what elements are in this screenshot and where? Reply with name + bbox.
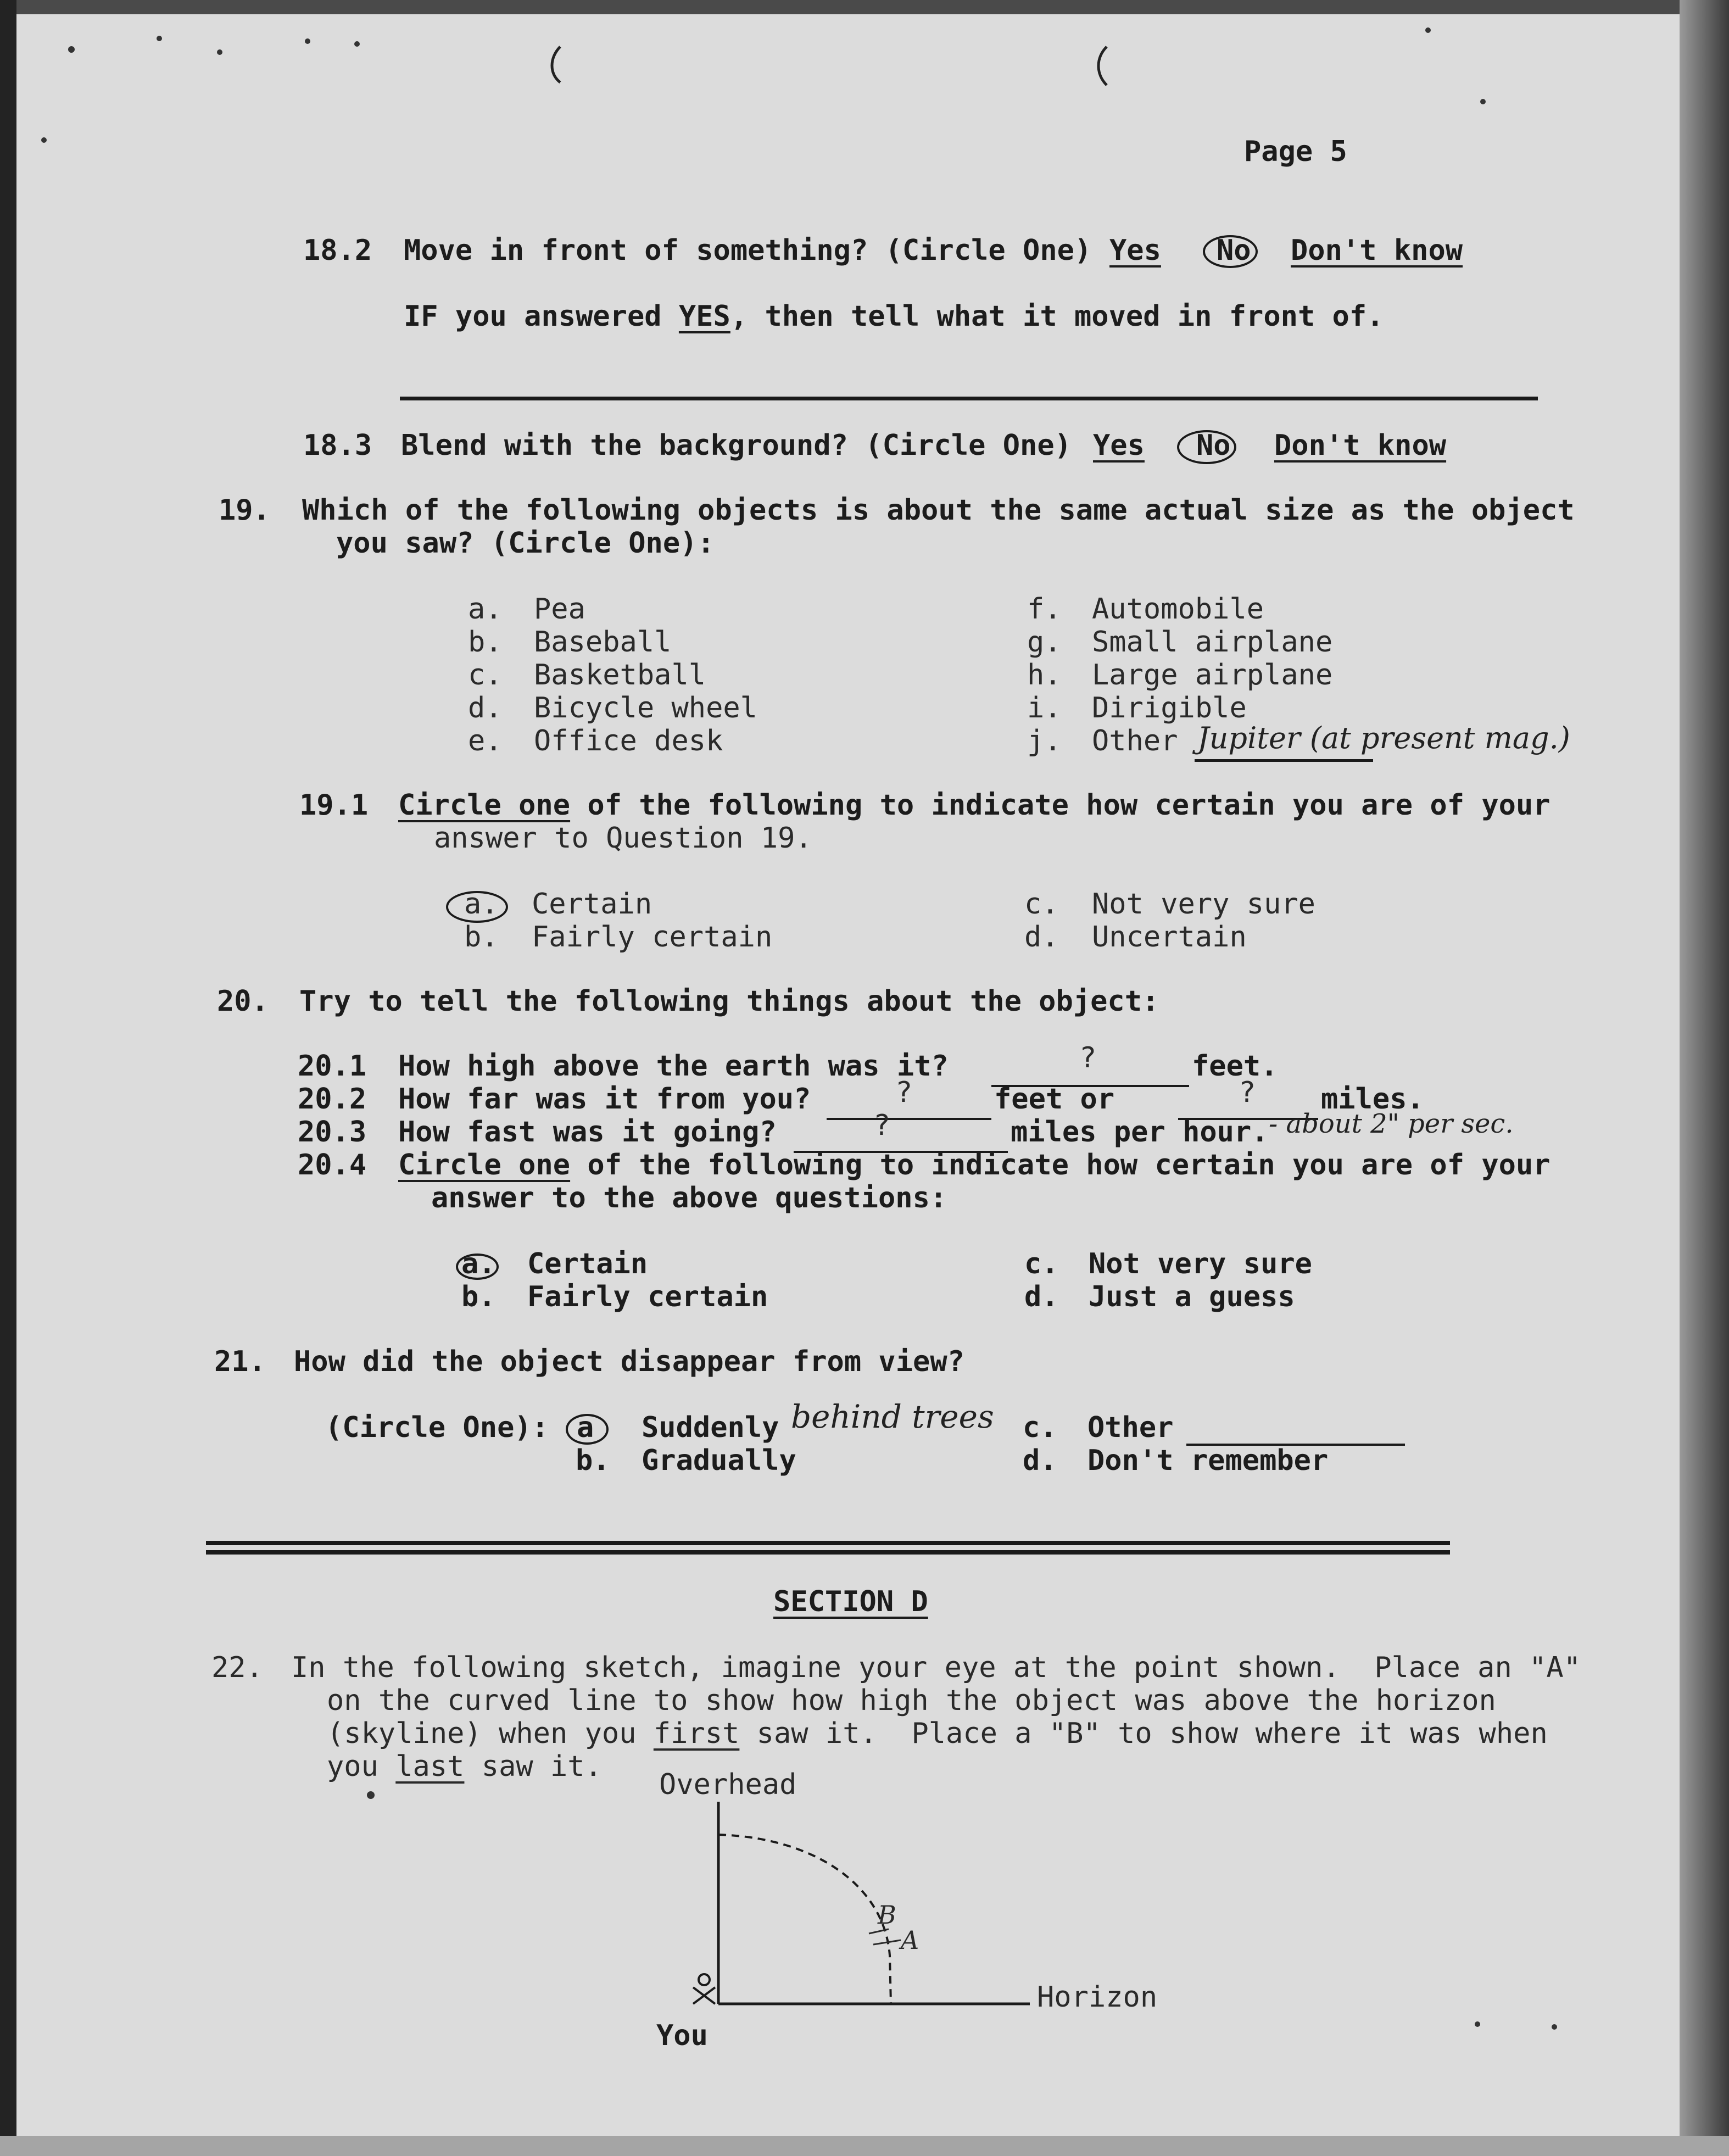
q19-option-h-letter: h. (1027, 659, 1062, 692)
q22-first: first (653, 1717, 740, 1750)
q19-1-option-a-letter: a. (464, 888, 499, 921)
q18-2-option-yes[interactable]: Yes (1109, 234, 1161, 267)
q19-option-e-letter: e. (468, 725, 503, 757)
q19-option-j[interactable]: Other (1092, 725, 1178, 757)
q19-1-option-c[interactable]: Not very sure (1092, 888, 1315, 921)
q19-option-d-letter: d. (468, 692, 503, 725)
q20-4-option-d[interactable]: Just a guess (1089, 1280, 1295, 1313)
q19-1-circle-one: Circle one (398, 789, 571, 822)
q20-4-option-a-letter: a. (461, 1247, 496, 1280)
q21-circle-label: (Circle One): (325, 1411, 549, 1444)
q22-line1: In the following sketch, imagine your eye at the point shown. Place an "A" (291, 1651, 1581, 1684)
q19-option-a-letter: a. (468, 593, 503, 626)
q21-handwritten-note: behind trees (791, 1398, 994, 1435)
sketch-mark-a: A (901, 1925, 919, 1955)
q19-1-line1-rest: of the following to indicate how certain you are of your (570, 789, 1550, 822)
q19-option-b[interactable]: Baseball (534, 626, 672, 659)
q19-option-d[interactable]: Bicycle wheel (534, 692, 757, 725)
q22-line3-b: saw it. Place a "B" to show where it was when (739, 1717, 1548, 1750)
q21-option-c[interactable]: Other (1087, 1411, 1174, 1444)
q20-2-miles-answer: ? (1239, 1076, 1256, 1109)
q20-1-answer: ? (1079, 1041, 1097, 1074)
q19-1-option-a[interactable]: Certain (532, 888, 652, 921)
q20-4-option-c-letter: c. (1024, 1247, 1059, 1280)
q20-1-number: 20.1 (298, 1050, 367, 1083)
q19-1-option-c-letter: c. (1024, 888, 1059, 921)
q20-text: Try to tell the following things about the object: (299, 985, 1159, 1018)
followup-suffix: , then tell what it moved in front of. (730, 300, 1384, 333)
q19-1-option-d[interactable]: Uncertain (1092, 921, 1247, 954)
q19-option-f[interactable]: Automobile (1092, 593, 1264, 626)
q20-2-number: 20.2 (298, 1083, 367, 1116)
sketch-horizon-label: Horizon (1037, 1981, 1158, 2014)
q19-line2: you saw? (Circle One): (336, 527, 715, 560)
q21-option-b[interactable]: Gradually (642, 1444, 796, 1477)
q18-2-text: Move in front of something? (Circle One) (404, 234, 1092, 267)
q18-2-option-no[interactable]: No (1217, 234, 1251, 267)
q20-4-option-c[interactable]: Not very sure (1089, 1247, 1312, 1280)
sketch-mark-b: B (878, 1900, 896, 1930)
q20-3-answer: ? (873, 1109, 891, 1142)
sketch-overhead-label: Overhead (659, 1768, 797, 1801)
q18-3-option-no[interactable]: No (1196, 429, 1231, 462)
q20-3-handwritten-note: - about 2" per sec. (1269, 1108, 1514, 1139)
q19-option-i[interactable]: Dirigible (1092, 692, 1247, 725)
q18-3-option-dont-know[interactable]: Don't know (1274, 429, 1447, 462)
q21-text: How did the object disappear from view? (294, 1345, 964, 1378)
section-d-heading: SECTION D (773, 1585, 928, 1618)
q20-4-circle-one: Circle one (398, 1149, 571, 1182)
q18-2-option-dont-know[interactable]: Don't know (1291, 234, 1463, 267)
q20-number: 20. (217, 985, 269, 1018)
q20-2-mid: feet or (994, 1083, 1115, 1116)
q22-line4-b: saw it. (464, 1750, 602, 1783)
q20-4-number: 20.4 (298, 1149, 367, 1182)
q19-option-c-letter: c. (468, 659, 503, 692)
q19-option-a[interactable]: Pea (534, 593, 585, 626)
q19-1-line2: answer to Question 19. (434, 822, 812, 855)
q18-2-number: 18.2 (303, 234, 372, 267)
q19-1-number: 19.1 (299, 789, 369, 822)
q21-number: 21. (214, 1345, 266, 1378)
q19-number: 19. (219, 494, 270, 527)
q20-4-line2: answer to the above questions: (431, 1182, 947, 1215)
q19-option-e[interactable]: Office desk (534, 725, 723, 757)
q20-1-text: How high above the earth was it? (398, 1050, 949, 1083)
q20-3-number: 20.3 (298, 1116, 367, 1149)
q21-option-c-letter: c. (1023, 1411, 1057, 1444)
q18-3-number: 18.3 (303, 429, 372, 462)
q20-2-feet-answer: ? (895, 1076, 913, 1109)
followup-yes: YES (678, 300, 730, 333)
sketch-you-label: You (656, 2019, 708, 2052)
q19-option-b-letter: b. (468, 626, 503, 659)
q19-option-g[interactable]: Small airplane (1092, 626, 1333, 659)
followup-prefix: IF you answered (404, 300, 679, 333)
q21-option-d[interactable]: Don't remember (1087, 1444, 1329, 1477)
q22-line3-a: (skyline) when you (327, 1717, 654, 1750)
q21-option-d-letter: d. (1023, 1444, 1057, 1477)
q20-4-option-d-letter: d. (1024, 1280, 1059, 1313)
q18-3-option-yes[interactable]: Yes (1093, 429, 1145, 462)
q19-line1: Which of the following objects is about the same actual size as the object (302, 494, 1575, 527)
q18-3-text: Blend with the background? (Circle One) (401, 429, 1072, 462)
q20-4-option-b[interactable]: Fairly certain (527, 1280, 768, 1313)
q19-other-handwritten: Jupiter (at present mag.) (1197, 721, 1570, 755)
q19-option-h[interactable]: Large airplane (1092, 659, 1333, 692)
q19-option-j-letter: j. (1027, 725, 1062, 757)
q22-line4-a: you (327, 1750, 396, 1783)
q20-2-text: How far was it from you? (398, 1083, 811, 1116)
q22-last: last (395, 1750, 465, 1783)
q22-line2: on the curved line to show how high the object was above the horizon (327, 1684, 1496, 1717)
q19-option-c[interactable]: Basketball (534, 659, 706, 692)
q20-1-unit: feet. (1192, 1050, 1278, 1083)
q19-1-option-d-letter: d. (1024, 921, 1059, 954)
q20-4-option-b-letter: b. (461, 1280, 496, 1313)
q21-option-a[interactable]: Suddenly (642, 1411, 779, 1444)
q20-3-text: How fast was it going? (398, 1116, 777, 1149)
q22-number: 22. (211, 1651, 263, 1684)
q19-option-i-letter: i. (1027, 692, 1062, 725)
q19-option-f-letter: f. (1027, 593, 1062, 626)
page-number: Page 5 (1244, 135, 1347, 168)
q19-option-g-letter: g. (1027, 626, 1062, 659)
q21-option-b-letter: b. (576, 1444, 610, 1477)
q20-3-unit: miles per hour. (1011, 1116, 1269, 1149)
q20-4-option-a[interactable]: Certain (527, 1247, 648, 1280)
q19-1-option-b[interactable]: Fairly certain (532, 921, 773, 954)
q20-4-line1-rest: of the following to indicate how certain you are of your (570, 1149, 1550, 1182)
q20-2-unit: miles. (1321, 1083, 1424, 1116)
q19-1-option-b-letter: b. (464, 921, 499, 954)
q21-option-a-letter: a (577, 1411, 594, 1444)
